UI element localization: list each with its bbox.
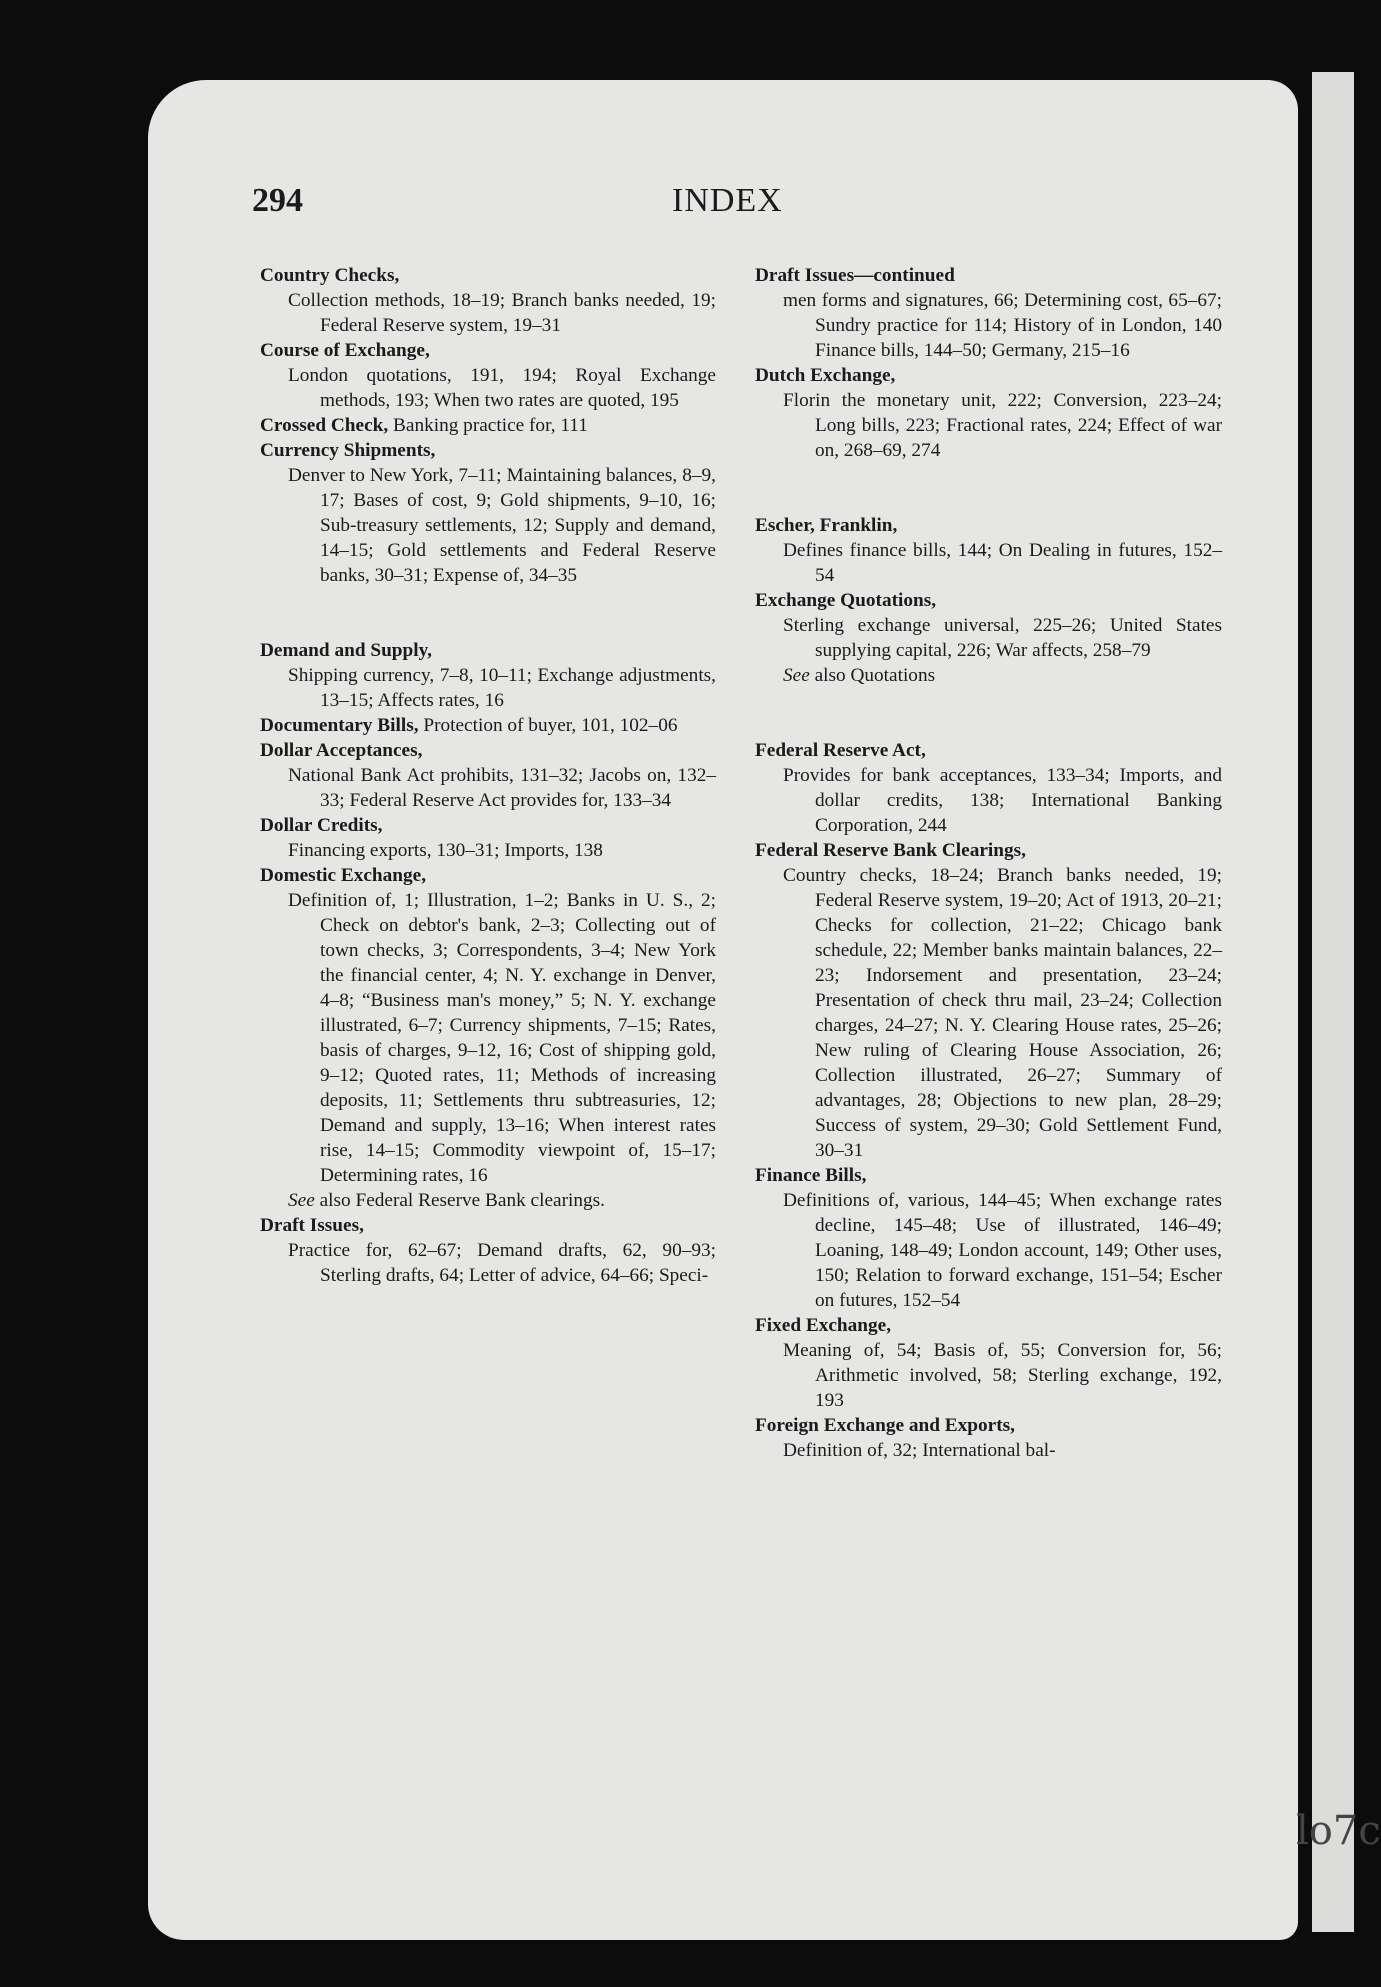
index-subentries xyxy=(288,888,716,1188)
index-heading: Course of Exchange, xyxy=(260,340,430,361)
index-heading: Fixed Exchange, xyxy=(755,1315,892,1336)
index-heading: Draft Issues—continued xyxy=(755,265,955,286)
index-heading: Currency Shipments, xyxy=(260,440,436,461)
index-entry xyxy=(755,363,1222,463)
index-entry xyxy=(755,513,1222,588)
index-entry xyxy=(260,1213,716,1288)
page-title: INDEX xyxy=(672,182,783,219)
index-entry xyxy=(260,713,716,738)
index-references: Florin the monetary unit, 222; Conversion, 223–24; Long bills, 223; Fractional rates, 224; Effect of war on, 268–69, 274 xyxy=(783,390,1222,461)
index-heading: Demand and Supply, xyxy=(260,640,433,661)
index-entry xyxy=(260,863,716,1213)
index-heading: Domestic Exchange, xyxy=(260,865,427,886)
see-also-text: also Federal Reserve Bank clearings. xyxy=(314,1190,605,1211)
index-subentries xyxy=(783,1438,1222,1463)
index-entry xyxy=(260,438,716,588)
index-entry xyxy=(260,813,716,863)
index-references: Practice for, 62–67; Demand drafts, 62, 90–93; Sterling drafts, 64; Letter of advice, 64–66; Speci- xyxy=(288,1240,716,1286)
index-entry xyxy=(755,588,1222,688)
index-heading: Federal Reserve Act, xyxy=(755,740,926,761)
page-header xyxy=(252,182,792,234)
index-subentries xyxy=(783,763,1222,838)
index-subentries xyxy=(783,863,1222,1163)
section-gap xyxy=(755,688,1222,738)
section-gap xyxy=(755,463,1222,513)
index-heading: Country Checks, xyxy=(260,265,400,286)
index-subentries xyxy=(288,663,716,713)
index-references: Denver to New York, 7–11; Maintaining balances, 8–9, 17; Bases of cost, 9; Gold shipments, 9–10, 16; Sub-treasury settlements, 12; Supply and demand, 14–15; Gold settlements and Federal Reserve banks, 30–31; Expense of, 34–35 xyxy=(288,465,716,586)
index-entry xyxy=(260,638,716,713)
index-column-left xyxy=(260,263,716,1288)
section-gap xyxy=(260,588,716,638)
index-references: Protection of buyer, 101, 102–06 xyxy=(418,715,678,736)
index-references: Shipping currency, 7–8, 10–11; Exchange adjustments, 13–15; Affects rates, 16 xyxy=(288,665,716,711)
see-also-reference xyxy=(783,663,1222,688)
index-references: Financing exports, 130–31; Imports, 138 xyxy=(288,840,603,861)
index-entry-line xyxy=(260,713,716,738)
index-heading: Finance Bills, xyxy=(755,1165,867,1186)
index-subentries xyxy=(783,1338,1222,1413)
index-references: Definitions of, various, 144–45; When exchange rates decline, 145–48; Use of illustrated, 146–49; Loaning, 148–49; London account, 149; Other uses, 150; Relation to forward exchange, 151–54; Escher on futures, 152–54 xyxy=(783,1190,1222,1311)
see-word: See xyxy=(288,1190,315,1211)
index-subentries xyxy=(783,1188,1222,1313)
index-heading: Documentary Bills, xyxy=(260,715,419,736)
index-references: Banking practice for, 111 xyxy=(388,415,588,436)
index-entry xyxy=(260,413,716,438)
index-references: Defines finance bills, 144; On Dealing in futures, 152–54 xyxy=(783,540,1222,586)
index-entry xyxy=(260,738,716,813)
index-heading: Escher, Franklin, xyxy=(755,515,898,536)
index-references: London quotations, 191, 194; Royal Exchange methods, 193; When two rates are quoted, 195 xyxy=(288,365,716,411)
index-references: National Bank Act prohibits, 131–32; Jacobs on, 132–33; Federal Reserve Act provides for, 133–34 xyxy=(288,765,716,811)
index-heading: Draft Issues, xyxy=(260,1215,364,1236)
index-subentries xyxy=(288,1238,716,1288)
page-number: 294 xyxy=(252,182,303,219)
index-references: Definition of, 32; International bal- xyxy=(783,1440,1056,1461)
index-references: Provides for bank acceptances, 133–34; Imports, and dollar credits, 138; International Banking Corporation, 244 xyxy=(783,765,1222,836)
index-subentries xyxy=(288,838,716,863)
index-entry xyxy=(755,1313,1222,1413)
index-heading: Dollar Credits, xyxy=(260,815,383,836)
index-references: Meaning of, 54; Basis of, 55; Conversion for, 56; Arithmetic involved, 58; Sterling exchange, 192, 193 xyxy=(783,1340,1222,1411)
index-entry xyxy=(755,838,1222,1163)
index-heading: Crossed Check, xyxy=(260,415,389,436)
facing-page-edge xyxy=(1312,72,1354,1932)
index-references: Country checks, 18–24; Branch banks needed, 19; Federal Reserve system, 19–20; Act of 1913, 20–21; Checks for collection, 21–22; Chicago bank schedule, 22; Member banks maintain balances, 22–23; Indorsement and presentation, 23–24; Presentation of check thru mail, 23–24; Collection charges, 24–27; N. Y. Clearing House rates, 25–26; New ruling of Clearing House Association, 26; Collection illustrated, 26–27; Summary of advantages, 28; Objections to new plan, 28–29; Success of system, 29–30; Gold Settlement Fund, 30–31 xyxy=(783,865,1222,1161)
index-subentries xyxy=(288,463,716,588)
index-subentries xyxy=(288,288,716,338)
see-also-text: also Quotations xyxy=(809,665,936,686)
index-entry xyxy=(260,338,716,413)
index-subentries xyxy=(288,763,716,813)
index-entry xyxy=(755,1413,1222,1463)
index-entry xyxy=(755,738,1222,838)
index-references: men forms and signatures, 66; Determining cost, 65–67; Sundry practice for 114; History of in London, 140 Finance bills, 144–50; Germany, 215–16 xyxy=(783,290,1222,361)
index-subentries xyxy=(783,613,1222,663)
index-entry xyxy=(755,263,1222,363)
index-entry xyxy=(260,263,716,338)
index-entry-line xyxy=(260,413,716,438)
index-subentries xyxy=(783,538,1222,588)
index-references: Sterling exchange universal, 225–26; United States supplying capital, 226; War affects, 258–79 xyxy=(783,615,1222,661)
see-also-reference xyxy=(288,1188,716,1213)
index-heading: Federal Reserve Bank Clearings, xyxy=(755,840,1026,861)
index-subentries xyxy=(288,363,716,413)
index-references: Definition of, 1; Illustration, 1–2; Banks in U. S., 2; Check on debtor's bank, 2–3; Collecting out of town checks, 3; Correspondents, 3–4; New York the financial center, 4; N. Y. exchange in Denver, 4–8; “Business man's money,” 5; N. Y. exchange illustrated, 6–7; Currency shipments, 7–15; Rates, basis of charges, 9–12, 16; Cost of shipping gold, 9–12; Quoted rates, 11; Methods of increasing deposits, 11; Settlements thru subtreasuries, 12; Demand and supply, 13–16; When interest rates rise, 14–15; Commodity viewpoint of, 15–17; Determining rates, 16 xyxy=(288,890,716,1186)
index-column-right xyxy=(755,263,1222,1463)
index-heading: Dollar Acceptances, xyxy=(260,740,423,761)
index-heading: Dutch Exchange, xyxy=(755,365,896,386)
see-word: See xyxy=(783,665,810,686)
index-heading: Foreign Exchange and Exports, xyxy=(755,1415,1015,1436)
index-subentries xyxy=(783,288,1222,363)
index-subentries xyxy=(783,388,1222,463)
index-entry xyxy=(755,1163,1222,1313)
index-references: Collection methods, 18–19; Branch banks needed, 19; Federal Reserve system, 19–31 xyxy=(288,290,716,336)
index-heading: Exchange Quotations, xyxy=(755,590,937,611)
handwritten-edge-mark: lo7c xyxy=(1296,1808,1381,1854)
